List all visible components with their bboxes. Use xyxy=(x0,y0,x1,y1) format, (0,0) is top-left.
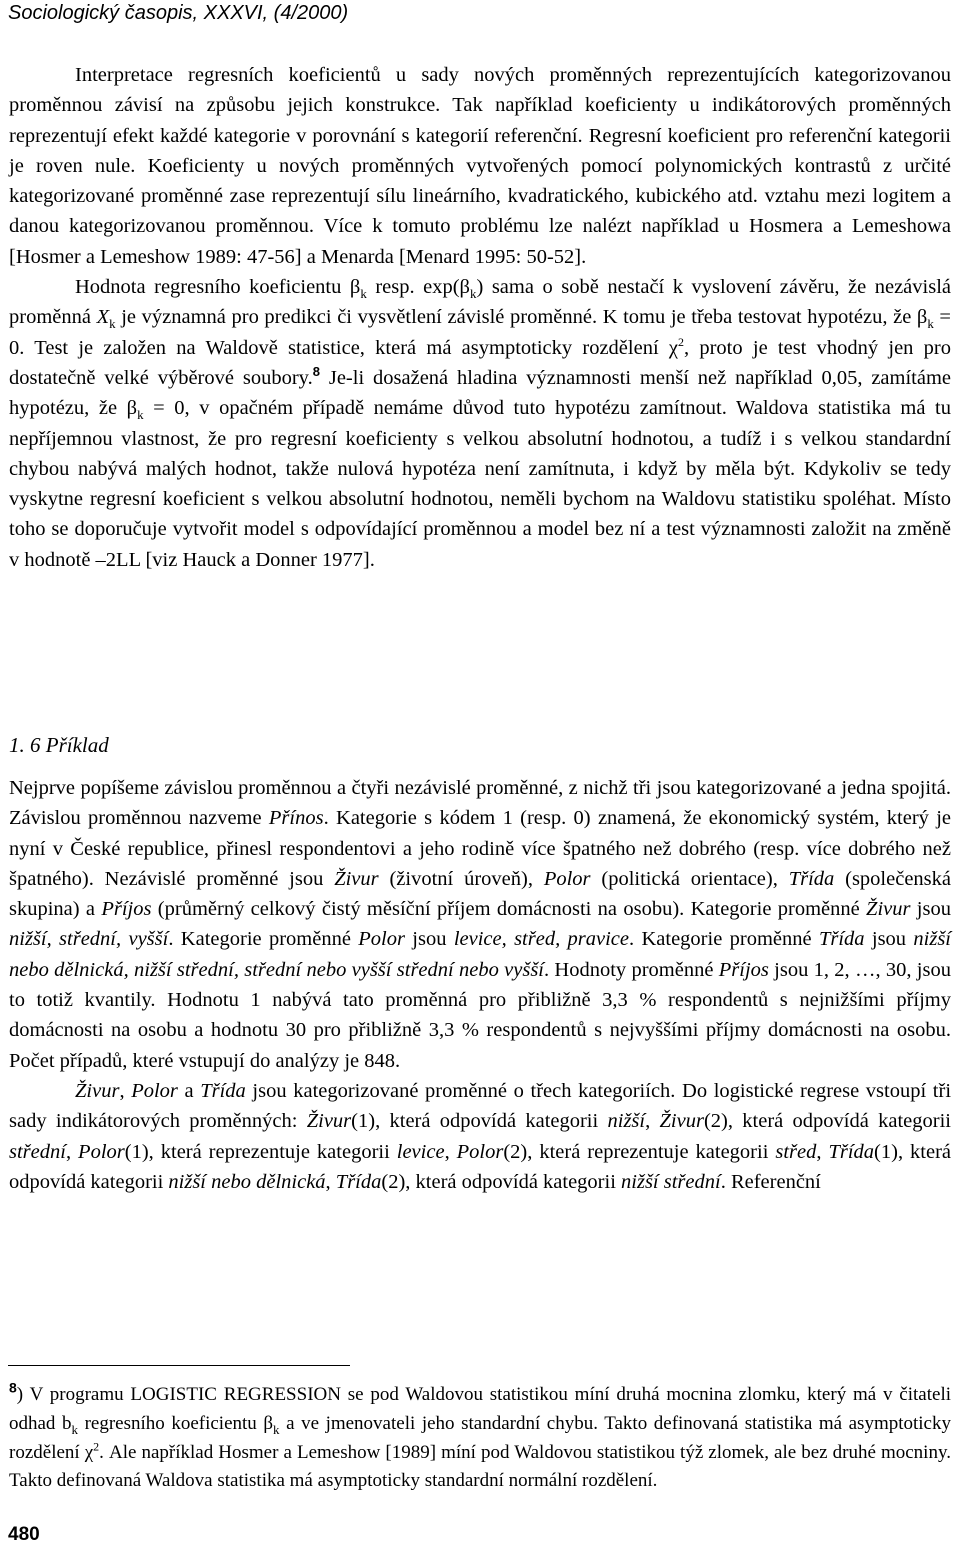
footnote: $^8$) V programu LOGISTIC REGRESSION se pod Waldovou statistikou míní druhá mocnina zlomku, který má v čitateli odhad $b_k$ regresního koeficientu $\beta_k$ a ve jmenovateli jeho standardní chybu. Takto definovaná statistika má asymptoticky rozdělení $\chi^2$. Ale například Hosmer a Lemeshow [1989] míní pod Waldovou statistikou týž zlomek, ale bez druhé mocniny. Takto definovaná Waldova statistika má asymptoticky standardní normální rozdělení. xyxy=(9,1379,951,1492)
footnote-divider xyxy=(8,1365,350,1366)
journal-header: Sociologický časopis, XXXVI, (4/2000) xyxy=(8,2,349,24)
section-title: 1. 6 Příklad xyxy=(9,733,109,757)
footnote-ref[interactable]: 8 xyxy=(312,364,320,380)
paragraph-indicators: Živur, Polor a Třída jsou kategorizované proměnné o třech kategoriích. Do logistické regrese vstoupí tři sady indikátorových proměnných: Živur(1), která odpovídá kategorii nižší, Živur(2), která odpovídá kategorii střední, Polor(1), která reprezentuje kategorii levice, Polor(2), která reprezentuje kategorii střed, Třída(1), která odpovídá kategorii nižší nebo dělnická, Třída(2), která odpovídá kategorii nižší střední. Referenční xyxy=(9,1079,952,1193)
body-upper xyxy=(9,60,951,575)
page-number: 480 xyxy=(8,1524,40,1545)
footnote-mark: 8 xyxy=(9,1379,17,1396)
paragraph-variables: Nejprve popíšeme závislou proměnnou a čtyři nezávislé proměnné, z nichž tři jsou kategorizované a jedna spojitá. Závislou proměnnou nazveme Přínos. Kategorie s kódem 1 (resp. 0) znamená, že ekonomický systém, který je nyní v České republice, přinesl respondentovi a jeho rodině více špatného než dobrého (resp. více dobrého než špatného). Nezávislé proměnné jsou Živur (životní úroveň), Polor (politická orientace), Třída (společenská skupina) a Příjos (průměrný celkový čistý měsíční příjem domácnosti na osobu). Kategorie proměnné Živur jsou nižší, střední, vyšší. Kategorie proměnné Polor jsou levice, střed, pravice. Kategorie proměnné Třída jsou nižší nebo dělnická, nižší střední, střední nebo vyšší střední nebo vyšší. Hodnoty proměnné Příjos jsou 1, 2, …, 30, jsou to totiž kvantily. Hodnotu 1 nabývá tato proměnná pro přibližně 3,3 % respondentů s nejnižšími příjmy domácnosti na osobu a hodnotu 30 pro přibližně 3,3 % respondentů s nejvyššími příjmy domácnosti na osobu. Počet případů, které vstupují do analýzy je 848. xyxy=(9,777,952,1072)
paragraph-wald: Hodnota regresního koeficientu $\beta_k$ resp. $\exp(\beta_k)$ sama o sobě nestačí k vyslovení závěru, že nezávislá proměnná $X_k$ je významná pro predikci či vysvětlení závislé proměnné. K tomu je třeba testovat hypotézu, že $\beta_k = 0$. Test je založen na Waldově statistice, která má asymptoticky rozdělení $\chi^2$, proto je test vhodný jen pro dostatečně velké výběrové soubory.$^8$ Je-li dosažená hladina významnosti menší než například 0,05, zamítáme hypotézu, že $\beta_k = 0$, v opačném případě nemáme důvod tuto hypotézu zamítnout. Waldova statistika má tu nepříjemnou vlastnost, že pro regresní koeficienty s velkou absolutní hodnotou, a tudíž i s velkou standardní chybou nabývá malých hodnot, takže nulová hypotéza není zamítnuta, i když by měla být. Kdykoliv se tedy vyskytne regresní koeficient s velkou absolutní hodnotou, neměli bychom na Waldovu statistiku spoléhat. Místo toho se doporučuje vytvořit model s odpovídající proměnnou a model bez ní a test významnosti založit na změně v hodnotě –2LL [viz Hauck a Donner 1977]. xyxy=(9,276,952,571)
body-lower xyxy=(9,773,951,1197)
paragraph-interpretation: Interpretace regresních koeficientů u sady nových proměnných reprezentujících kategorizovanou proměnnou závisí na způsobu jejich konstrukce. Tak například koeficienty u indikátorových proměnných reprezentují efekt každé kategorie v porovnání s kategorií referenční. Regresní koeficient pro referenční kategorii je roven nule. Koeficienty u nových proměnných vytvořených pomocí polynomických kontrastů z určité kategorizované proměnné zase reprezentují sílu lineárního, kvadratického, kubického atd. vztahu mezi logitem a danou kategorizovanou proměnnou. Více k tomuto problému lze nalézt například u Hosmera a Lemeshowa [Hosmer a Lemeshow 1989: 47-56] a Menarda [Menard 1995: 50-52]. xyxy=(9,64,951,268)
